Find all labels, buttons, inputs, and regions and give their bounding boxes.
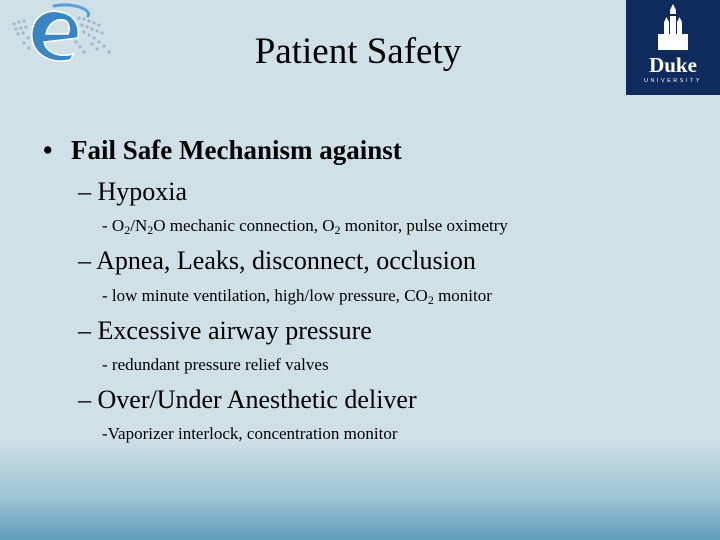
sub-bullet-pressure: – Excessive airway pressure (78, 316, 372, 345)
sub-bullet-anesthetic: – Over/Under Anesthetic deliver (78, 385, 417, 414)
bullet-icon: • (43, 135, 53, 165)
main-bullet (43, 135, 402, 166)
detail-pressure: - redundant pressure relief valves (102, 355, 329, 374)
chapel-icon (626, 0, 720, 55)
sub-bullet-hypoxia: – Hypoxia (78, 177, 188, 206)
detail-apnea: - low minute ventilation, high/low pressure, $CO_2$ monitor (102, 286, 492, 307)
sub-bullet-apnea: – Apnea, Leaks, disconnect, occlusion (78, 246, 476, 275)
duke-subtitle: UNIVERSITY (643, 78, 702, 84)
detail-anesthetic: -Vaporizer interlock, concentration monitor (102, 424, 398, 443)
detail-hypoxia: - $O_2/N_2O$ mechanic connection, $O_2$ monitor, pulse oximetry (102, 216, 508, 237)
main-bullet-text: Fail Safe Mechanism against (71, 135, 402, 165)
duke-logo (626, 0, 720, 95)
slide-title: Patient Safety (254, 31, 462, 72)
duke-wordmark: Duke (649, 53, 697, 77)
